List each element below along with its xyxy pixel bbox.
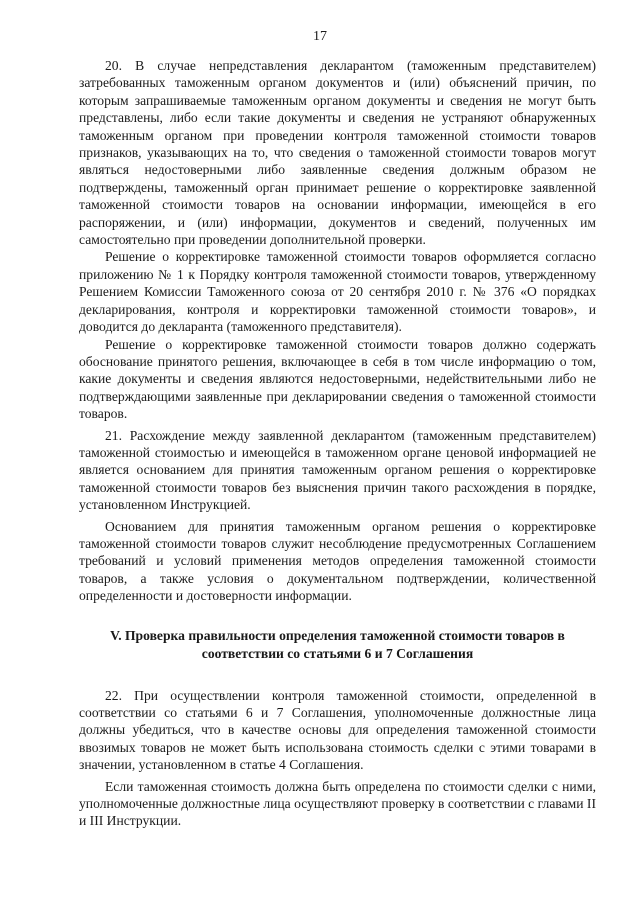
paragraph-20: 20. В случае непредставления декларантом (таможенным представителем) затребованных таможенным органом документов и (или) объяснений причин, по которым запрашиваемые таможенным органом документы и сведения не могут быть представлены, либо если такие документы и сведения не устраняют обнаруженных таможенным органом при проведении контроля таможенной стоимости товаров признаков, указывающих на то, что сведения о таможенной стоимости товаров могут являться недостоверными либо заявленные сведения должным образом не подтверждены, таможенный орган принимает решение о корректировке заявленной таможенной стоимости товаров на основании информации, имеющейся в его распоряжении, и (или) информации, документов и сведений, полученных им самостоятельно при проведении дополнительной проверки. [79,58,596,248]
page-number: 17 [313,29,327,44]
section-heading-line-1: V. Проверка правильности определения таможенной стоимости товаров в [110,627,565,643]
paragraph-21: 21. Расхождение между заявленной декларантом (таможенным представителем) таможенной стоимостью и имеющейся в таможенном органе ценовой информацией не является основанием для принятия таможенным органом решения о корректировке таможенной стоимости товаров без выяснения причин такого расхождения в порядке, установленном Инструкцией. [79,427,596,513]
section-heading-line-2: соответствии со статьями 6 и 7 Соглашения [201,645,474,661]
paragraph-transaction-value: Если таможенная стоимость должна быть определена по стоимости сделки с ними, уполномоченные должностные лица осуществляют проверку в соответствии с главами II и III Инструкции. [79,778,596,829]
document-body [79,57,596,830]
paragraph-decision-form: Решение о корректировке таможенной стоимости товаров оформляется согласно приложению № 1 к Порядку контроля таможенной стоимости товаров, утвержденному Решением Комиссии Таможенного союза от 20 сентября 2010 г. № 376 «О порядках декларирования, контроля и корректировки таможенной стоимости товаров», и доводится до декларанта (таможенного представителя). [79,249,596,335]
paragraph-decision-content: Решение о корректировке таможенной стоимости товаров должно содержать обоснование принятого решения, включающее в себя в том числе информацию о том, какие документы и сведения являются недостоверными, недействительными либо не подтверждающими заявленные при декларировании сведения о таможенной стоимости товаров. [79,336,596,422]
section-heading [79,627,596,663]
paragraph-22: 22. При осуществлении контроля таможенной стоимости, определенной в соответствии со статьями 6 и 7 Соглашения, уполномоченные должностные лица должны убедиться, что в качестве основы для определения таможенной стоимости ввозимых товаров не может быть использована стоимость сделки с этими товарами в значении, установленном в статье 4 Соглашения. [79,687,596,773]
paragraph-grounds: Основанием для принятия таможенным органом решения о корректировке таможенной стоимости товаров служит несоблюдение предусмотренных Соглашением требований и условий применения методов определения таможенной стоимости товаров, а также условия о документальном подтверждении, количественной определенности и достоверности информации. [79,518,596,604]
